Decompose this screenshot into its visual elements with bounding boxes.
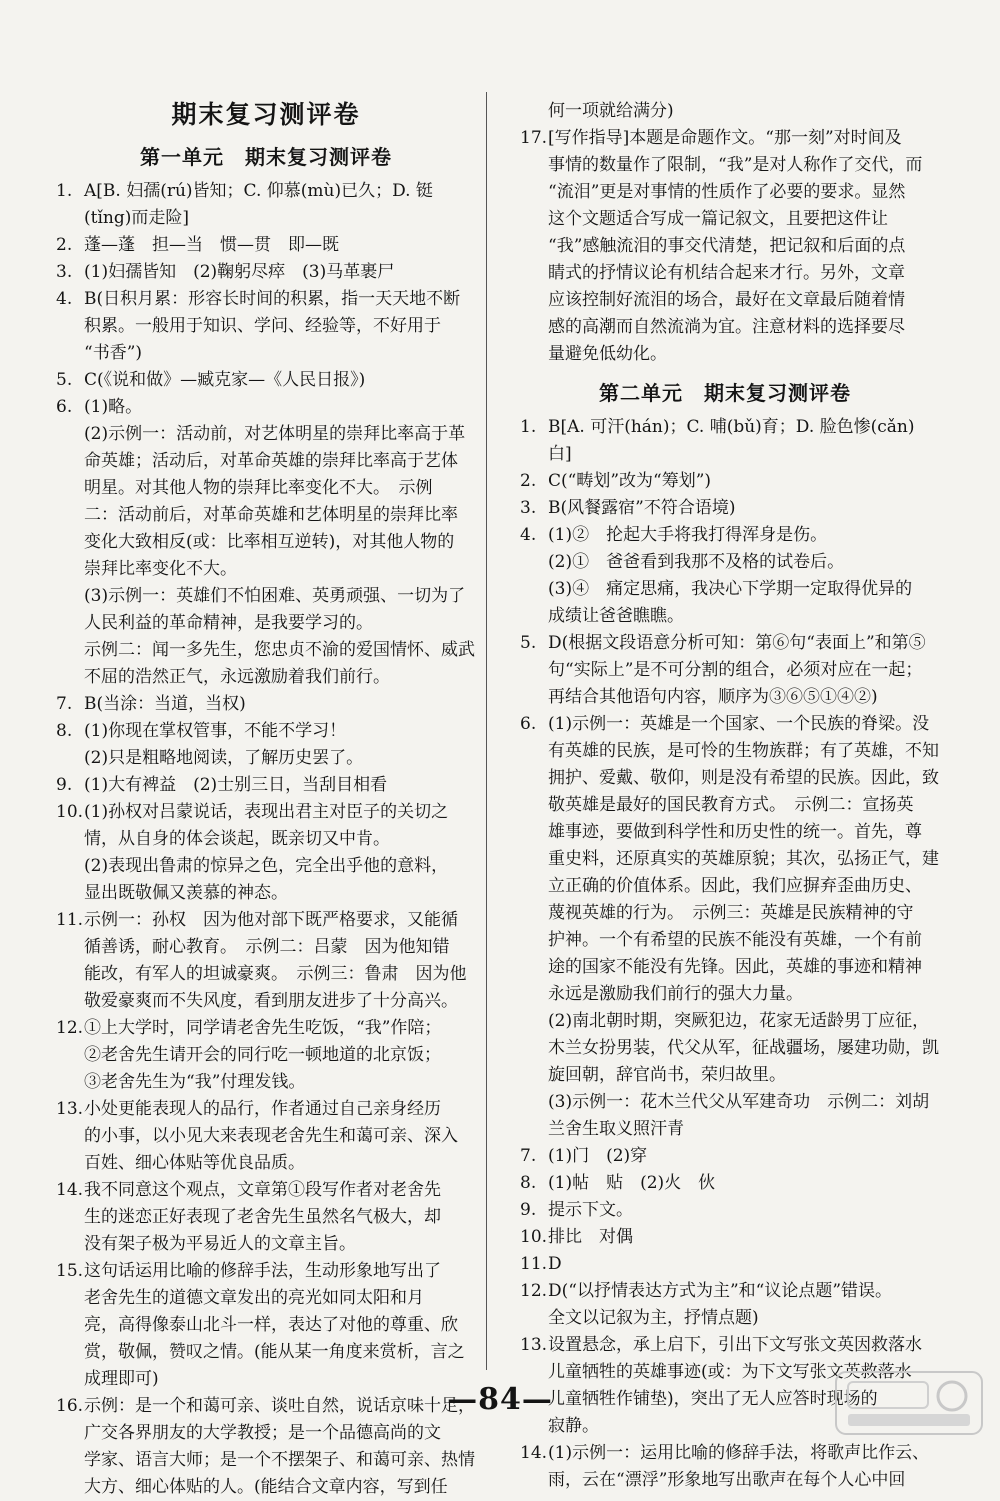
section-title-unit-1: 第一单元 期末复习测评卷	[140, 145, 392, 169]
answer-text: B(当涂：当道，当权)	[84, 694, 246, 714]
answer-line	[520, 981, 930, 1008]
answer-text: B(风餐露宿”不符合语境)	[548, 498, 736, 518]
answer-line	[520, 954, 930, 981]
answer-line	[520, 1251, 930, 1278]
answer-text: [写作指导]本题是命题作文。“那一刻”对时间及	[548, 128, 902, 148]
answer-line	[56, 232, 476, 259]
answer-item	[520, 711, 939, 1143]
answer-text: 应该控制好流泪的场合，最好在文章最后随着情	[548, 290, 905, 310]
answer-line	[56, 718, 476, 745]
answer-line	[520, 206, 930, 233]
answer-text: 敬英雄是最好的国民教育方式。 示例二：宣扬英	[548, 795, 914, 815]
answer-number: 7.	[56, 694, 73, 714]
answer-line	[520, 1170, 930, 1197]
answer-text: 事情的数量作了限制，“我”是对人称作了交代，而	[548, 155, 923, 175]
answer-line	[56, 772, 476, 799]
answer-line	[520, 1197, 930, 1224]
answer-text: (1)示例一：英雄是一个国家、一个民族的脊梁。没	[548, 714, 930, 734]
answer-line	[520, 179, 930, 206]
answer-text: 成绩让爸爸瞧瞧。	[548, 606, 684, 626]
answer-line	[520, 1035, 939, 1062]
answer-line	[520, 1062, 930, 1089]
answer-line	[56, 799, 476, 826]
answer-line	[56, 826, 476, 853]
answer-item	[520, 522, 930, 630]
page-number: —84—	[447, 1382, 553, 1417]
answer-line	[520, 495, 930, 522]
answer-line	[56, 664, 476, 691]
answer-line	[56, 880, 476, 907]
answer-text: ①上大学时，同学请老舍先生吃饭，“我”作陪；	[84, 1018, 442, 1038]
answer-text: C(《说和做》—臧克家—《人民日报》)	[84, 370, 366, 390]
answer-text: D	[548, 1254, 562, 1274]
answer-text: 小处更能表现人的品行，作者通过自己亲身经历	[84, 1099, 441, 1119]
answer-item	[520, 125, 930, 368]
answer-number: 1.	[520, 417, 537, 437]
answer-line	[56, 1177, 476, 1204]
answer-line	[56, 1204, 476, 1231]
answer-text: 睛式的抒情议论有机结合起来才行。另外，文章	[548, 263, 905, 283]
answer-text: 旋回朝，辞官尚书，荣归故里。	[548, 1065, 786, 1085]
answer-item	[520, 414, 930, 468]
answer-text: 赏，敬佩，赞叹之情。(能从某一角度来赏析，言之	[84, 1342, 465, 1362]
answer-number: 13.	[56, 1099, 84, 1119]
answer-text: (2)只是粗略地阅读，了解历史罢了。	[84, 748, 364, 768]
answer-text: 敬爱豪爽而不失风度，看到朋友进步了十分高兴。	[84, 991, 458, 1011]
answer-text: (1)你现在掌权管事，不能不学习！	[84, 721, 347, 741]
answer-text: (2)南北朝时期，突厥犯边，花家无适龄男丁应征，	[548, 1011, 930, 1031]
answer-text: (3)④ 痛定思痛，我决心下学期一定取得优异的	[548, 579, 913, 599]
answer-item	[56, 1177, 476, 1258]
answer-line	[56, 259, 476, 286]
answer-line	[520, 738, 939, 765]
answer-text: 量避免低幼化。	[548, 344, 667, 364]
answer-item	[56, 907, 476, 1015]
answer-line	[520, 314, 930, 341]
answer-text: (1)门 (2)穿	[548, 1146, 648, 1166]
answer-text: 设置悬念，承上启下，引出下文写张文英因救落水	[548, 1335, 922, 1355]
answer-text: 人民利益的革命精神，是我要学习的。	[84, 613, 373, 633]
answer-number: 9.	[56, 775, 73, 795]
answer-text: D(根据文段语意分析可知：第⑥句“表面上”和第⑤	[548, 633, 926, 653]
answer-text: 兰舍生取义照汗青	[548, 1119, 684, 1139]
answer-line	[56, 475, 476, 502]
answer-number: 10.	[56, 802, 84, 822]
answer-text: (1)② 抡起大手将我打得浑身是伤。	[548, 525, 828, 545]
answer-text: 这句话运用比喻的修辞手法，生动形象地写出了	[84, 1261, 441, 1281]
answer-text: 永远是激励我们前行的强大力量。	[548, 984, 803, 1004]
answer-item	[520, 1143, 930, 1170]
answer-text: 蔑视英雄的行为。 示例三：英雄是民族精神的守	[548, 903, 914, 923]
answer-line	[520, 765, 939, 792]
answer-line	[520, 927, 930, 954]
column-divider	[486, 92, 487, 1370]
answer-line	[56, 421, 476, 448]
answer-line	[56, 1150, 476, 1177]
answer-text: (1)帖 贴 (2)火 伙	[548, 1173, 716, 1193]
answer-line	[56, 178, 476, 205]
answer-line	[520, 233, 930, 260]
answer-line	[520, 1008, 930, 1035]
answer-text: B(日积月累：形容长时间的积累，指一天天地不断	[84, 289, 461, 309]
answer-number: 14.	[520, 1443, 548, 1463]
answer-text: “我”感触流泪的事交代清楚，把记叙和后面的点	[548, 236, 906, 256]
answer-item	[56, 367, 476, 394]
answer-number: 10.	[520, 1227, 548, 1247]
answer-number: 3.	[520, 498, 537, 518]
answer-text: 儿童牺牲作铺垫)，突出了无人应答时现场的	[548, 1389, 878, 1409]
answer-item	[56, 691, 476, 718]
answer-number: 2.	[520, 471, 537, 491]
answer-text: 学家、语言大师；是一个不摆架子、和蔼可亲、热情	[84, 1450, 475, 1470]
answer-text: 广交各界朋友的大学教授；是一个品德高尚的文	[84, 1423, 441, 1443]
answer-line	[520, 287, 930, 314]
answer-text: 木兰女扮男装，代父从军，征战疆场，屡建功勋，凯	[548, 1038, 939, 1058]
answer-text: “书香”)	[84, 343, 143, 363]
page-title: 期末复习测评卷	[171, 100, 361, 129]
answer-text: 提示下文。	[548, 1200, 633, 1220]
answer-item	[520, 1224, 930, 1251]
answer-item	[520, 1278, 930, 1332]
answer-line	[56, 1042, 476, 1069]
answer-text: 示例一：孙权 因为他对部下既严格要求，又能循	[84, 910, 458, 930]
answer-number: 12.	[520, 1281, 548, 1301]
answer-line	[520, 900, 930, 927]
answer-line	[56, 1231, 476, 1258]
answer-line	[56, 1123, 476, 1150]
answer-line	[520, 1440, 930, 1467]
answer-text: 雄事迹，要做到科学性和历史性的统一。首先，尊	[548, 822, 922, 842]
answer-line	[520, 846, 939, 873]
answer-text: (1)略。	[84, 397, 143, 417]
answer-line	[56, 1069, 476, 1096]
answer-text: 崇拜比率变化不大。	[84, 559, 237, 579]
answer-line	[520, 873, 930, 900]
answer-number: 7.	[520, 1146, 537, 1166]
answer-text: 有英雄的民族，是可怜的生物族群；有了英雄，不知	[548, 741, 939, 761]
answer-line	[520, 1224, 930, 1251]
answer-number: 5.	[520, 633, 537, 653]
answer-text: 大方、细心体贴的人。(能结合文章内容，写到任	[84, 1477, 448, 1497]
answer-text: 这个文题适合写成一篇记叙文，且要把这件让	[548, 209, 888, 229]
left-column	[56, 88, 476, 1501]
answer-item	[520, 1251, 930, 1278]
answer-line	[56, 1474, 476, 1501]
left-answer-list	[56, 178, 476, 1501]
answer-text: C(“畴划”改为“筹划”)	[548, 471, 712, 491]
answer-number: 17.	[520, 128, 548, 148]
answer-line	[520, 441, 930, 468]
answer-line	[56, 1447, 476, 1474]
answer-text: 生的迷恋正好表现了老舍先生虽然名气极大，却	[84, 1207, 441, 1227]
answer-number: 3.	[56, 262, 73, 282]
answer-text: 亮，高得像泰山北斗一样，表达了对他的尊重、欣	[84, 1315, 458, 1335]
answer-text: 二：活动前后，对革命英雄和艺体明星的崇拜比率	[84, 505, 458, 525]
answer-text: (1)示例一：运用比喻的修辞手法，将歌声比作云、	[548, 1443, 930, 1463]
answer-line	[520, 819, 930, 846]
answer-line	[520, 1089, 930, 1116]
answer-item	[56, 1096, 476, 1177]
answer-text: 积累。一般用于知识、学问、经验等，不好用于	[84, 316, 441, 336]
answer-text: 途的国家不能没有先锋。因此，英雄的事迹和精神	[548, 957, 922, 977]
answer-line	[56, 961, 476, 988]
answer-number: 15.	[56, 1261, 84, 1281]
answer-number: 1.	[56, 181, 73, 201]
answer-text: 示例二：闻一多先生，您忠贞不渝的爱国情怀、威武	[84, 640, 475, 660]
answer-text: 命英雄；活动后，对革命英雄的崇拜比率高于艺体	[84, 451, 458, 471]
answer-number: 6.	[56, 397, 73, 417]
answer-line	[56, 313, 476, 340]
answer-text: 明星。对其他人物的崇拜比率变化不大。 示例	[84, 478, 433, 498]
answer-text: 的小事，以小见大来表现老舍先生和蔼可亲、深入	[84, 1126, 458, 1146]
answer-text: 儿童牺牲的英雄事迹(或：为下文写张文英救落水	[548, 1362, 912, 1382]
answer-line	[520, 792, 930, 819]
answer-text: (2)表现出鲁肃的惊异之色，完全出乎他的意料，	[84, 856, 449, 876]
answer-text: A[B. 妇孺(rú)皆知；C. 仰慕(mù)已久；D. 铤	[84, 181, 433, 201]
answer-line	[520, 1278, 930, 1305]
answer-text: D(“以抒情表达方式为主”和“议论点题”错误。	[548, 1281, 893, 1301]
answer-text: (2)示例一：活动前，对艺体明星的崇拜比率高于革	[84, 424, 466, 444]
answer-text: 重史料，还原真实的英雄原貌；其次，弘扬正气，建	[548, 849, 939, 869]
answer-line	[56, 583, 476, 610]
answer-number: 5.	[56, 370, 73, 390]
answer-line	[56, 1420, 476, 1447]
answer-line	[520, 549, 930, 576]
answer-item	[520, 1440, 930, 1494]
answer-item	[56, 259, 476, 286]
answer-line	[520, 711, 930, 738]
answer-text: “流泪”更是对事情的性质作了必要的要求。显然	[548, 182, 906, 202]
answer-text: 拥护、爱戴、敬仰，则是没有希望的民族。因此，致	[548, 768, 939, 788]
answer-item	[56, 286, 476, 367]
answer-text: B[A. 可汗(hán)；C. 哺(bǔ)育；D. 脸色惨(cǎn)	[548, 417, 915, 437]
answer-item	[56, 394, 476, 691]
answer-line	[56, 1258, 476, 1285]
answer-line	[56, 610, 476, 637]
answer-text: (3)示例一：花木兰代父从军建奇功 示例二：刘胡	[548, 1092, 930, 1112]
answer-text: (1)妇孺皆知 (2)鞠躬尽瘁 (3)马革裹尸	[84, 262, 395, 282]
answer-text: 寂静。	[548, 1416, 599, 1436]
answer-line	[520, 414, 930, 441]
answer-text: 感的高潮而自然流淌为宜。注意材料的选择要尽	[548, 317, 905, 337]
answer-text: 我不同意这个观点，文章第①段写作者对老舍先	[84, 1180, 441, 1200]
answer-line	[56, 745, 476, 772]
answer-number: 2.	[56, 235, 73, 255]
answer-item	[520, 468, 930, 495]
answer-number: 11.	[56, 910, 84, 930]
answer-line	[56, 1096, 476, 1123]
answer-text: ②老舍先生请开会的同行吃一顿地道的北京饭；	[84, 1045, 441, 1065]
answer-line	[56, 502, 476, 529]
answer-number: 6.	[520, 714, 537, 734]
answer-line	[520, 630, 930, 657]
answer-text: 白]	[548, 444, 572, 464]
answer-item	[56, 718, 476, 772]
answer-item	[520, 495, 930, 522]
answer-text: 变化大致相反(或：比率相互逆转)，对其他人物的	[84, 532, 455, 552]
answer-line	[520, 1467, 930, 1494]
answer-line	[56, 1015, 476, 1042]
answer-text: 再结合其他语句内容，顺序为③⑥⑤①④②)	[548, 687, 878, 707]
answer-line	[56, 529, 476, 556]
answer-text: 成理即可)	[84, 1369, 159, 1389]
answer-text: ③老舍先生为“我”付理发钱。	[84, 1072, 306, 1092]
answer-line	[56, 988, 476, 1015]
answer-text: 全文以记叙为主，抒情点题)	[548, 1308, 759, 1328]
right-answer-list-unit-2	[520, 414, 939, 1494]
answer-line	[56, 691, 476, 718]
answer-number: 11.	[520, 1254, 548, 1274]
answer-line	[56, 394, 476, 421]
answer-number: 9.	[520, 1200, 537, 1220]
answer-text: (2)① 爸爸看到我那不及格的试卷后。	[548, 552, 845, 572]
answer-text: 蓬—蓬 担—当 惯—贯 即—既	[84, 235, 339, 255]
answer-line	[56, 637, 476, 664]
answer-text: 句“实际上”是不可分割的组合，必须对应在一起；	[548, 660, 923, 680]
answer-line	[520, 657, 930, 684]
answer-text: 老舍先生的道德文章发出的亮光如同太阳和月	[84, 1288, 424, 1308]
continuation-line: 何一项就给满分)	[548, 101, 674, 121]
answer-line	[56, 907, 476, 934]
answer-item	[56, 1258, 476, 1393]
answer-number: 14.	[56, 1180, 84, 1200]
answer-text: 立正确的价值体系。因此，我们应摒弃歪曲历史、	[548, 876, 922, 896]
answer-line	[56, 367, 476, 394]
answer-line	[56, 286, 476, 313]
answer-number: 13.	[520, 1335, 548, 1355]
answer-line	[56, 1312, 476, 1339]
answer-text: 雨，云在“漂浮”形象地写出歌声在每个人心中回	[548, 1470, 906, 1490]
answer-number: 4.	[56, 289, 73, 309]
answer-text: 百姓、细心体贴等优良品质。	[84, 1153, 305, 1173]
answer-line	[520, 1332, 930, 1359]
answer-line	[56, 934, 476, 961]
answer-text: (3)示例一：英雄们不怕困难、英勇顽强、一切为了	[84, 586, 466, 606]
answer-line	[520, 522, 930, 549]
answer-line	[520, 684, 930, 711]
answer-text: (1)孙权对吕蒙说话，表现出君主对臣子的关切之	[84, 802, 449, 822]
answer-item	[520, 1197, 930, 1224]
answer-line	[56, 448, 476, 475]
answer-item	[56, 1015, 476, 1096]
answer-text: 没有架子极为平易近人的文章主旨。	[84, 1234, 356, 1254]
answer-line	[520, 1116, 930, 1143]
answer-text: (tǐng)而走险]	[84, 208, 189, 228]
answer-line	[56, 1339, 476, 1366]
answer-item	[56, 772, 476, 799]
answer-line	[520, 1143, 930, 1170]
answer-line	[520, 341, 930, 368]
right-answer-list-unit-1	[520, 125, 930, 368]
answer-line	[520, 260, 930, 287]
answer-line	[520, 125, 930, 152]
answer-text: 排比 对偶	[548, 1227, 633, 1247]
answer-text: 循善诱，耐心教育。 示例二：吕蒙 因为他知错	[84, 937, 450, 957]
answer-line	[56, 556, 476, 583]
answer-line	[520, 576, 930, 603]
answer-item	[520, 630, 930, 711]
answer-number: 8.	[520, 1173, 537, 1193]
answer-text: 不屈的浩然正气，永远激励着我们前行。	[84, 667, 390, 687]
answer-text: 情，从自身的体会谈起，既亲切又中肯。	[84, 829, 390, 849]
answer-text: 显出既敬佩又羡慕的神态。	[84, 883, 288, 903]
watermark-logo	[834, 1370, 984, 1436]
answer-line	[520, 1305, 930, 1332]
answer-text: 能改，有军人的坦诚豪爽。 示例三：鲁肃 因为他	[84, 964, 467, 984]
section-title-unit-2: 第二单元 期末复习测评卷	[599, 381, 851, 405]
answer-line	[56, 205, 476, 232]
answer-line	[520, 468, 930, 495]
answer-item	[56, 178, 476, 232]
answer-line	[56, 853, 476, 880]
answer-line	[520, 152, 930, 179]
answer-line	[56, 340, 476, 367]
answer-number: 16.	[56, 1396, 84, 1416]
answer-text: 示例：是一个和蔼可亲、谈吐自然，说话京味十足，	[84, 1396, 475, 1416]
answer-line	[520, 603, 930, 630]
answer-number: 8.	[56, 721, 73, 741]
answer-number: 4.	[520, 525, 537, 545]
answer-number: 12.	[56, 1018, 84, 1038]
answer-item	[56, 232, 476, 259]
answer-item	[56, 799, 476, 907]
answer-text: 护神。一个有希望的民族不能没有英雄，一个有前	[548, 930, 922, 950]
answer-line	[56, 1285, 476, 1312]
answer-text: (1)大有裨益 (2)士别三日，当刮目相看	[84, 775, 388, 795]
answer-item	[520, 1170, 930, 1197]
right-column	[520, 98, 939, 1494]
